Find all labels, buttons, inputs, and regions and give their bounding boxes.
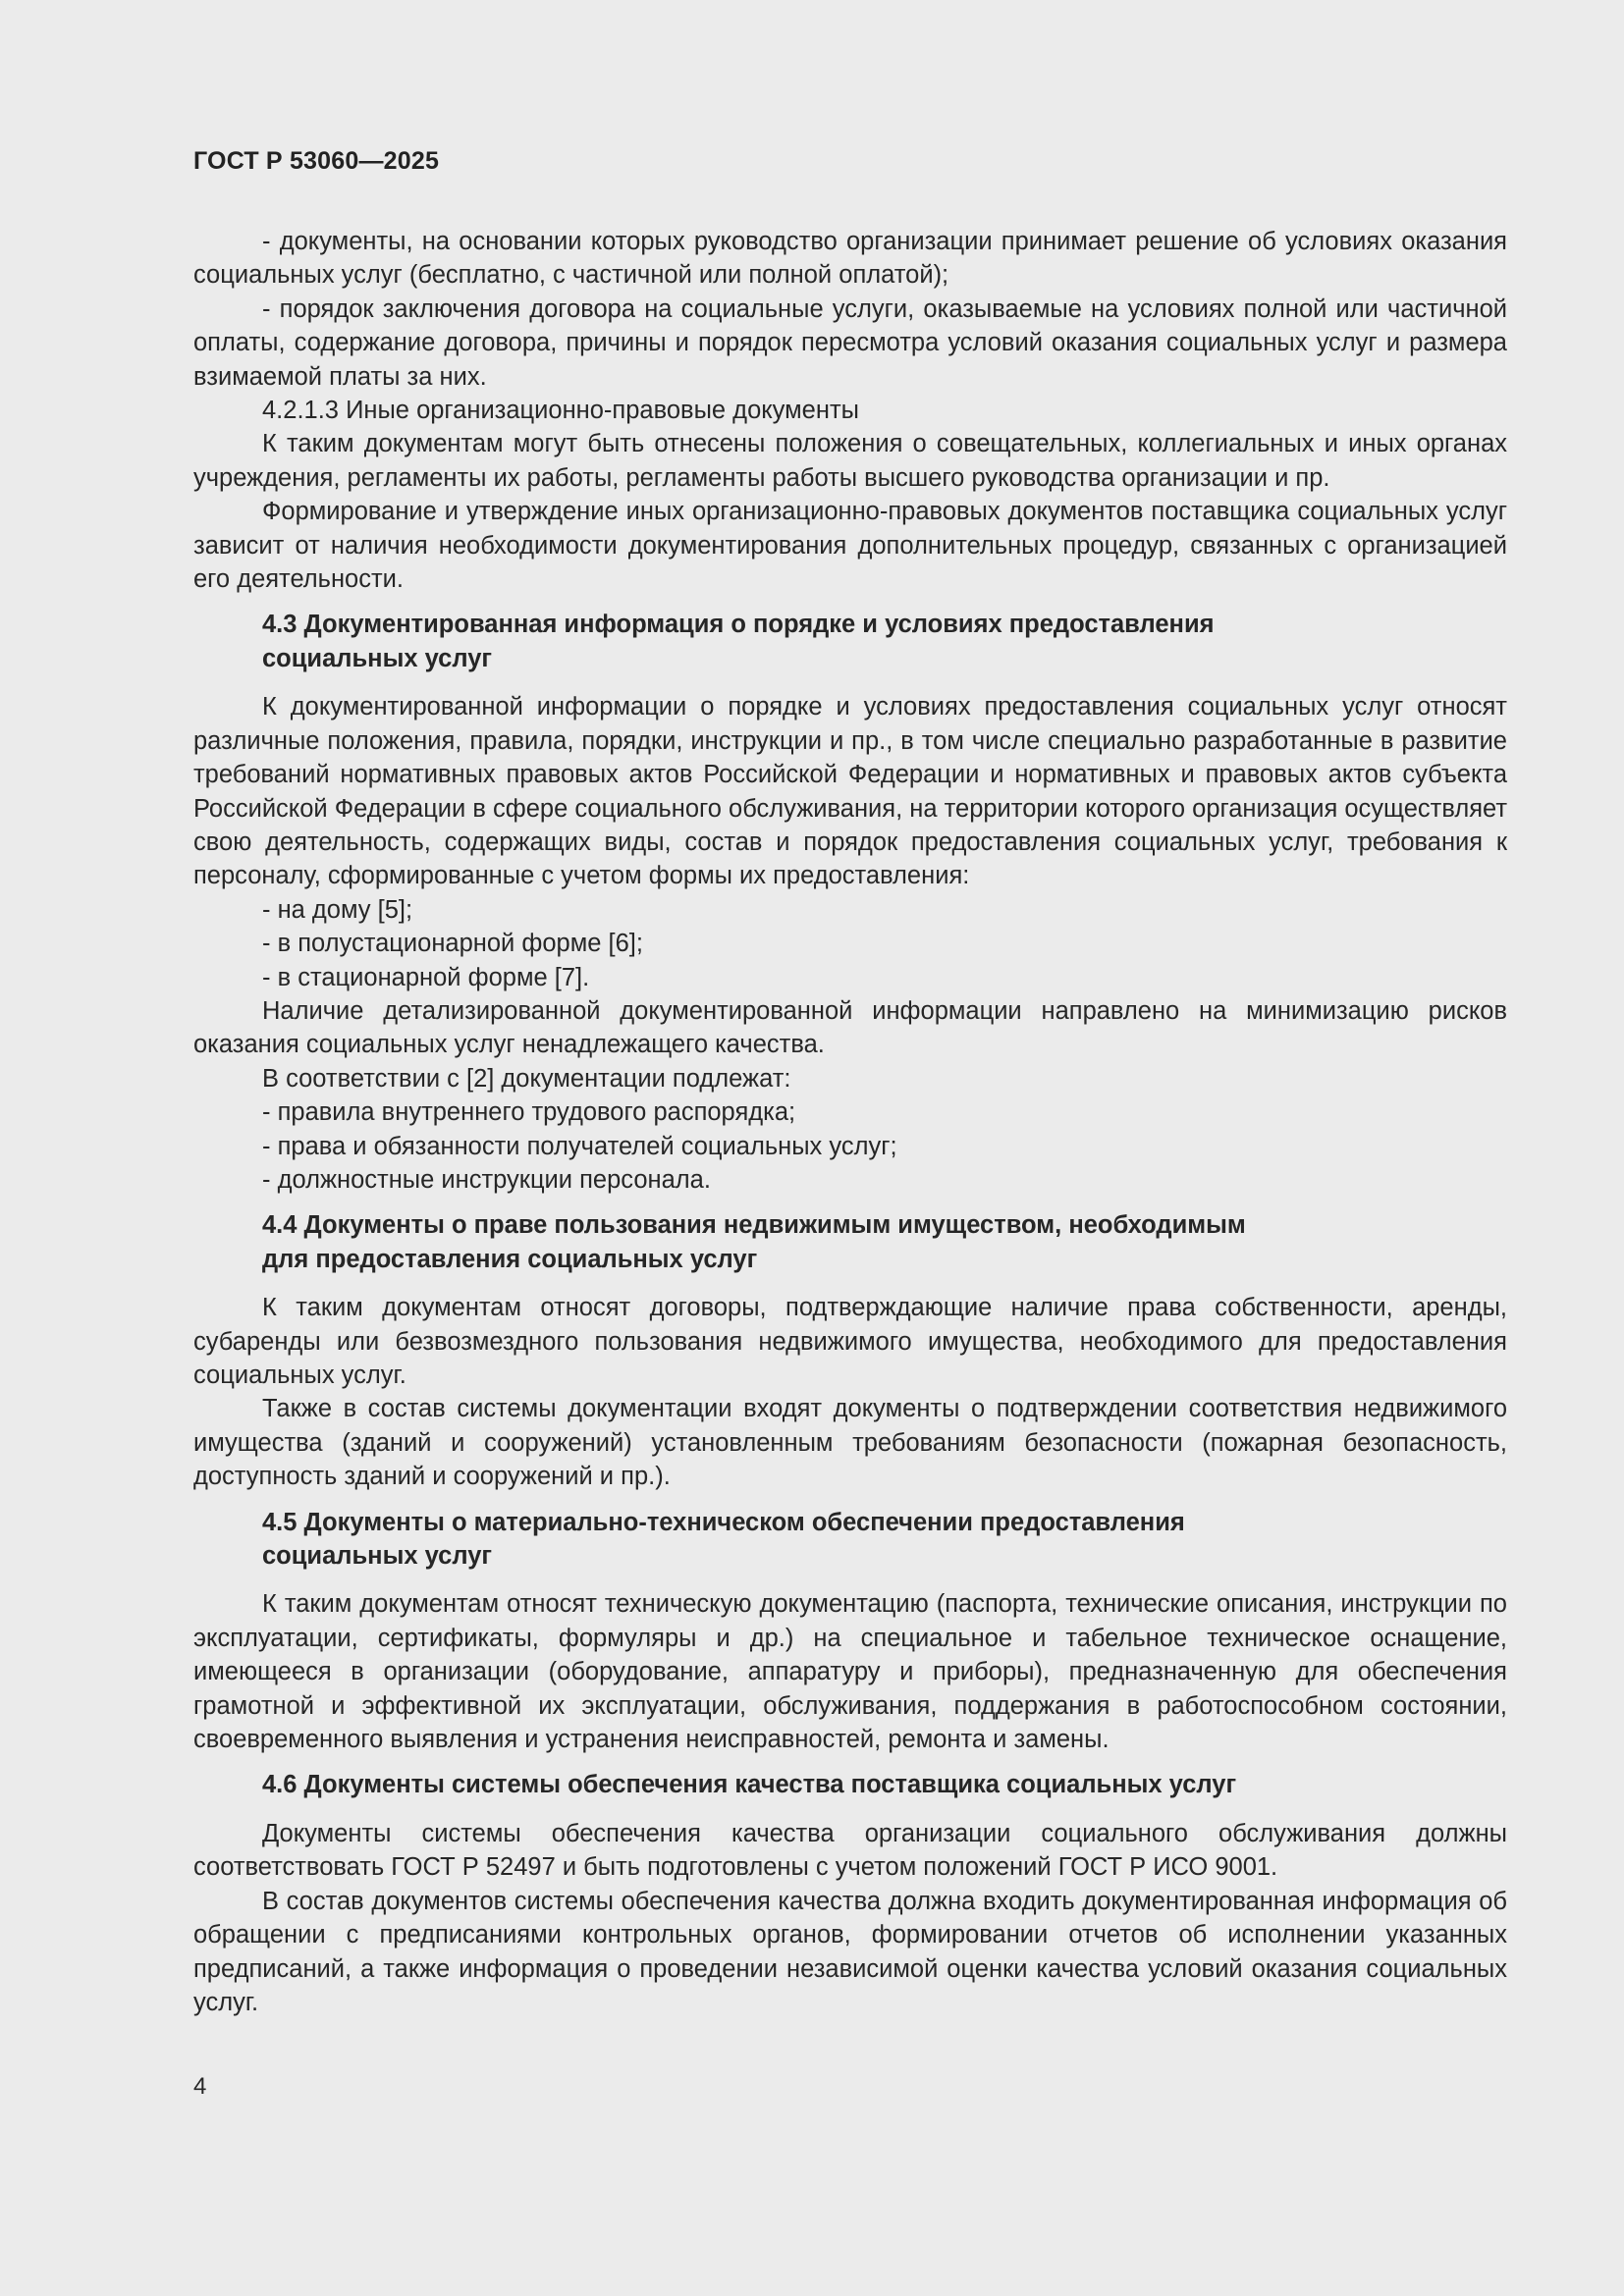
- paragraph: Формирование и утверждение иных организационно-правовых документов поставщика социальных услуг зависит от наличия необходимости документирования дополнительных процедур, связанных с организацией его деятельности.: [193, 498, 1507, 594]
- paragraph: В состав документов системы обеспечения качества должна входить документированная информация об обращении с предписаниями контрольных органов, формировании отчетов об исполнении указанных предписаний, а также информация о проведении независимой оценки качества условий оказания социальных услуг.: [193, 1887, 1507, 2016]
- list-item: - документы, на основании которых руководство организации принимает решение об условиях оказания социальных услуг (бесплатно, с частичной или полной оплатой);: [193, 228, 1507, 290]
- paragraph: Документы системы обеспечения качества организации социального обслуживания должны соответствовать ГОСТ Р 52497 и быть подготовлены с учетом положений ГОСТ Р ИСО 9001.: [193, 1819, 1507, 1882]
- heading-line: 4.3 Документированная информация о порядке и условиях предоставления: [262, 611, 1215, 639]
- subsection-title: 4.2.1.3 Иные организационно-правовые документы: [262, 397, 859, 425]
- list-item: - правила внутреннего трудового распорядка;: [262, 1098, 796, 1127]
- paragraph: К таким документам относят договоры, подтверждающие наличие права собственности, аренды, субаренды или безвозмездного пользования недвижимого имущества, необходимого для предоставления социальных услуг.: [193, 1294, 1507, 1389]
- list-item: - права и обязанности получателей социальных услуг;: [262, 1132, 897, 1160]
- list-item: - в полустационарной форме [6];: [262, 930, 643, 958]
- paragraph: Наличие детализированной документированной информации направлено на минимизацию рисков оказания социальных услуг ненадлежащего качества.: [193, 996, 1507, 1059]
- list-item: - в стационарной форме [7].: [262, 963, 590, 991]
- section-heading-4-5: [193, 1506, 1507, 1574]
- heading-line: социальных услуг: [262, 644, 493, 672]
- section-heading-4-4: [193, 1208, 1507, 1276]
- list-item: - должностные инструкции персонала.: [262, 1165, 711, 1194]
- paragraph: К таким документам относят техническую документацию (паспорта, технические описания, инструкции по эксплуатации, сертификаты, формуляры и др.) на специальное и табельное техническое оснащение, имеющееся в организации (оборудование, аппаратуру и приборы), предназначенную для обеспечения грамотной и эффективной их эксплуатации, обслуживания, поддержания в работоспособном состоянии, своевременного выявления и устранения неисправностей, ремонта и замены.: [193, 1590, 1507, 1754]
- heading-line: социальных услуг: [262, 1542, 493, 1571]
- list-item: - порядок заключения договора на социальные услуги, оказываемые на условиях полной или частичной оплаты, содержание договора, причины и порядок пересмотра условий оказания социальных услуг и размера взимаемой платы за них.: [193, 294, 1507, 391]
- section-heading-4-6: [193, 1768, 1507, 1801]
- paragraph: К таким документам могут быть отнесены положения о совещательных, коллегиальных и иных органах учреждения, регламенты их работы, регламенты работы высшего руководства организации и пр.: [193, 430, 1507, 492]
- list-item: - на дому [5];: [262, 895, 413, 924]
- heading-line: 4.5 Документы о материально-техническом обеспечении предоставления: [262, 1508, 1185, 1536]
- document-code-header: ГОСТ Р 53060—2025: [193, 147, 440, 175]
- heading-line: для предоставления социальных услуг: [262, 1245, 758, 1273]
- page-content: [193, 225, 1507, 2019]
- section-heading-4-3: [193, 608, 1507, 675]
- paragraph: К документированной информации о порядке и условиях предоставления социальных услуг относят различные положения, правила, порядки, инструкции и пр., в том числе специально разработанные в развитие требований нормативных правовых актов Российской Федерации и нормативных и правовых актов субъекта Российской Федерации в сфере социального обслуживания, на территории которого организация осуществляет свою деятельность, содержащих виды, состав и порядок предоставления социальных услуг, требования к персоналу, сформированные с учетом формы их предоставления:: [193, 693, 1508, 890]
- page-number: 4: [193, 2073, 207, 2100]
- paragraph: В соответствии с [2] документации подлежат:: [262, 1064, 791, 1093]
- heading-line: 4.4 Документы о праве пользования недвижимым имуществом, необходимым: [262, 1211, 1246, 1240]
- paragraph: Также в состав системы документации входят документы о подтверждении соответствия недвижимого имущества (зданий и сооружений) установленным требованиям безопасности (пожарная безопасность, доступность зданий и сооружений и пр.).: [193, 1395, 1507, 1491]
- heading-line: 4.6 Документы системы обеспечения качества поставщика социальных услуг: [262, 1771, 1237, 1799]
